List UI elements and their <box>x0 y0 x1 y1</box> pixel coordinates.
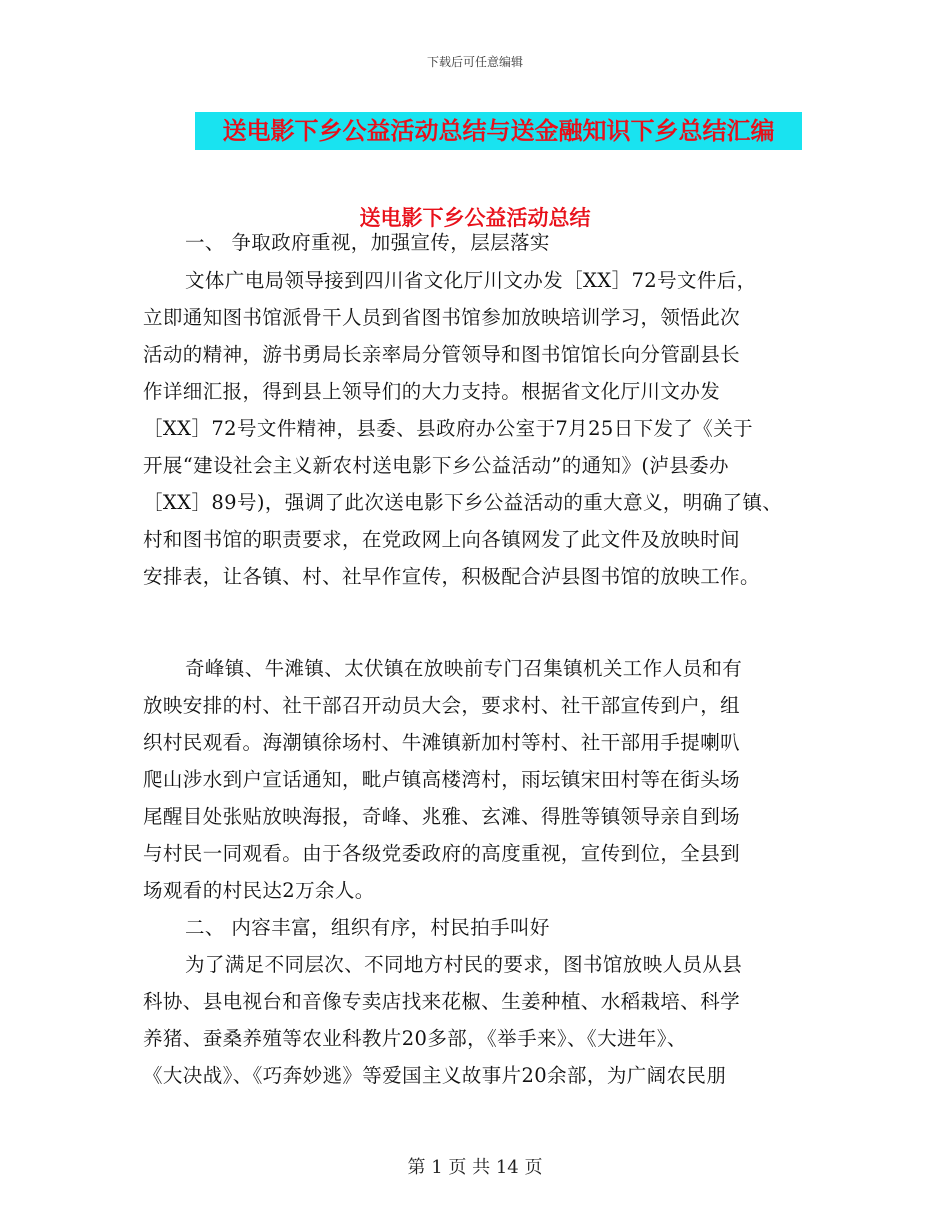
paragraph-line: 与村民一同观看。由于各级党委政府的高度重视，宣传到位，全县到 <box>143 842 741 865</box>
paragraph-line: 为了满足不同层次、不同地方村民的要求，图书馆放映人员从县 <box>185 953 743 976</box>
paragraph-line: 养猪、蚕桑养殖等农业科教片20多部，《举手来》、《大进年》、 <box>143 1027 687 1050</box>
paragraph-line: 开展“建设社会主义新农村送电影下乡公益活动”的通知》(泸县委办 <box>143 454 729 477</box>
paragraph-line: 文体广电局领导接到四川省文化厅川文办发［XX］72号文件后， <box>185 269 757 292</box>
paragraph-line: ［XX］89号)，强调了此次送电影下乡公益活动的重大意义，明确了镇、 <box>143 491 783 514</box>
paragraph-line: 放映安排的村、社干部召开动员大会，要求村、社干部宣传到户，组 <box>143 694 741 717</box>
paragraph-line: 《大决战》、《巧奔妙逃》等爱国主义故事片20余部，为广阔农民朋 <box>143 1064 727 1087</box>
paragraph-line: 爬山涉水到户宣话通知，毗卢镇高楼湾村，雨坛镇宋田村等在街头场 <box>143 768 741 791</box>
document-title: 送电影下乡公益活动总结与送金融知识下乡总结汇编 <box>195 112 802 150</box>
header-note: 下载后可任意编辑 <box>426 55 523 69</box>
paragraph-line: 场观看的村民达2万余人。 <box>143 879 375 902</box>
heading-two: 二、 内容丰富，组织有序，村民拍手叫好 <box>185 916 550 939</box>
page-footer: 第 1 页 共 14 页 <box>407 1157 543 1178</box>
paragraph-line: 科协、县电视台和音像专卖店找来花椒、生姜种植、水稻栽培、科学 <box>143 990 741 1013</box>
paragraph-line: 活动的精神，游书勇局长亲率局分管领导和图书馆馆长向分管副县长 <box>143 343 741 366</box>
paragraph-line: ［XX］72号文件精神，县委、县政府办公室于7月25日下发了《关于 <box>143 417 753 440</box>
section-title: 送电影下乡公益活动总结 <box>359 206 591 230</box>
paragraph-line: 织村民观看。海潮镇徐场村、牛滩镇新加村等村、社干部用手提喇叭 <box>143 731 741 754</box>
paragraph-line: 作详细汇报，得到县上领导们的大力支持。根据省文化厅川文办发 <box>143 380 721 403</box>
paragraph-line: 村和图书馆的职责要求，在党政网上向各镇网发了此文件及放映时间 <box>143 528 741 551</box>
paragraph-line: 安排表，让各镇、村、社早作宣传，积极配合泸县图书馆的放映工作。 <box>143 565 760 588</box>
paragraph-line: 尾醒目处张贴放映海报，奇峰、兆雅、玄滩、得胜等镇领导亲自到场 <box>143 805 741 828</box>
heading-one: 一、 争取政府重视，加强宣传，层层落实 <box>185 231 550 254</box>
paragraph-line: 立即通知图书馆派骨干人员到省图书馆参加放映培训学习，领悟此次 <box>143 306 741 329</box>
paragraph-line: 奇峰镇、牛滩镇、太伏镇在放映前专门召集镇机关工作人员和有 <box>185 657 743 680</box>
